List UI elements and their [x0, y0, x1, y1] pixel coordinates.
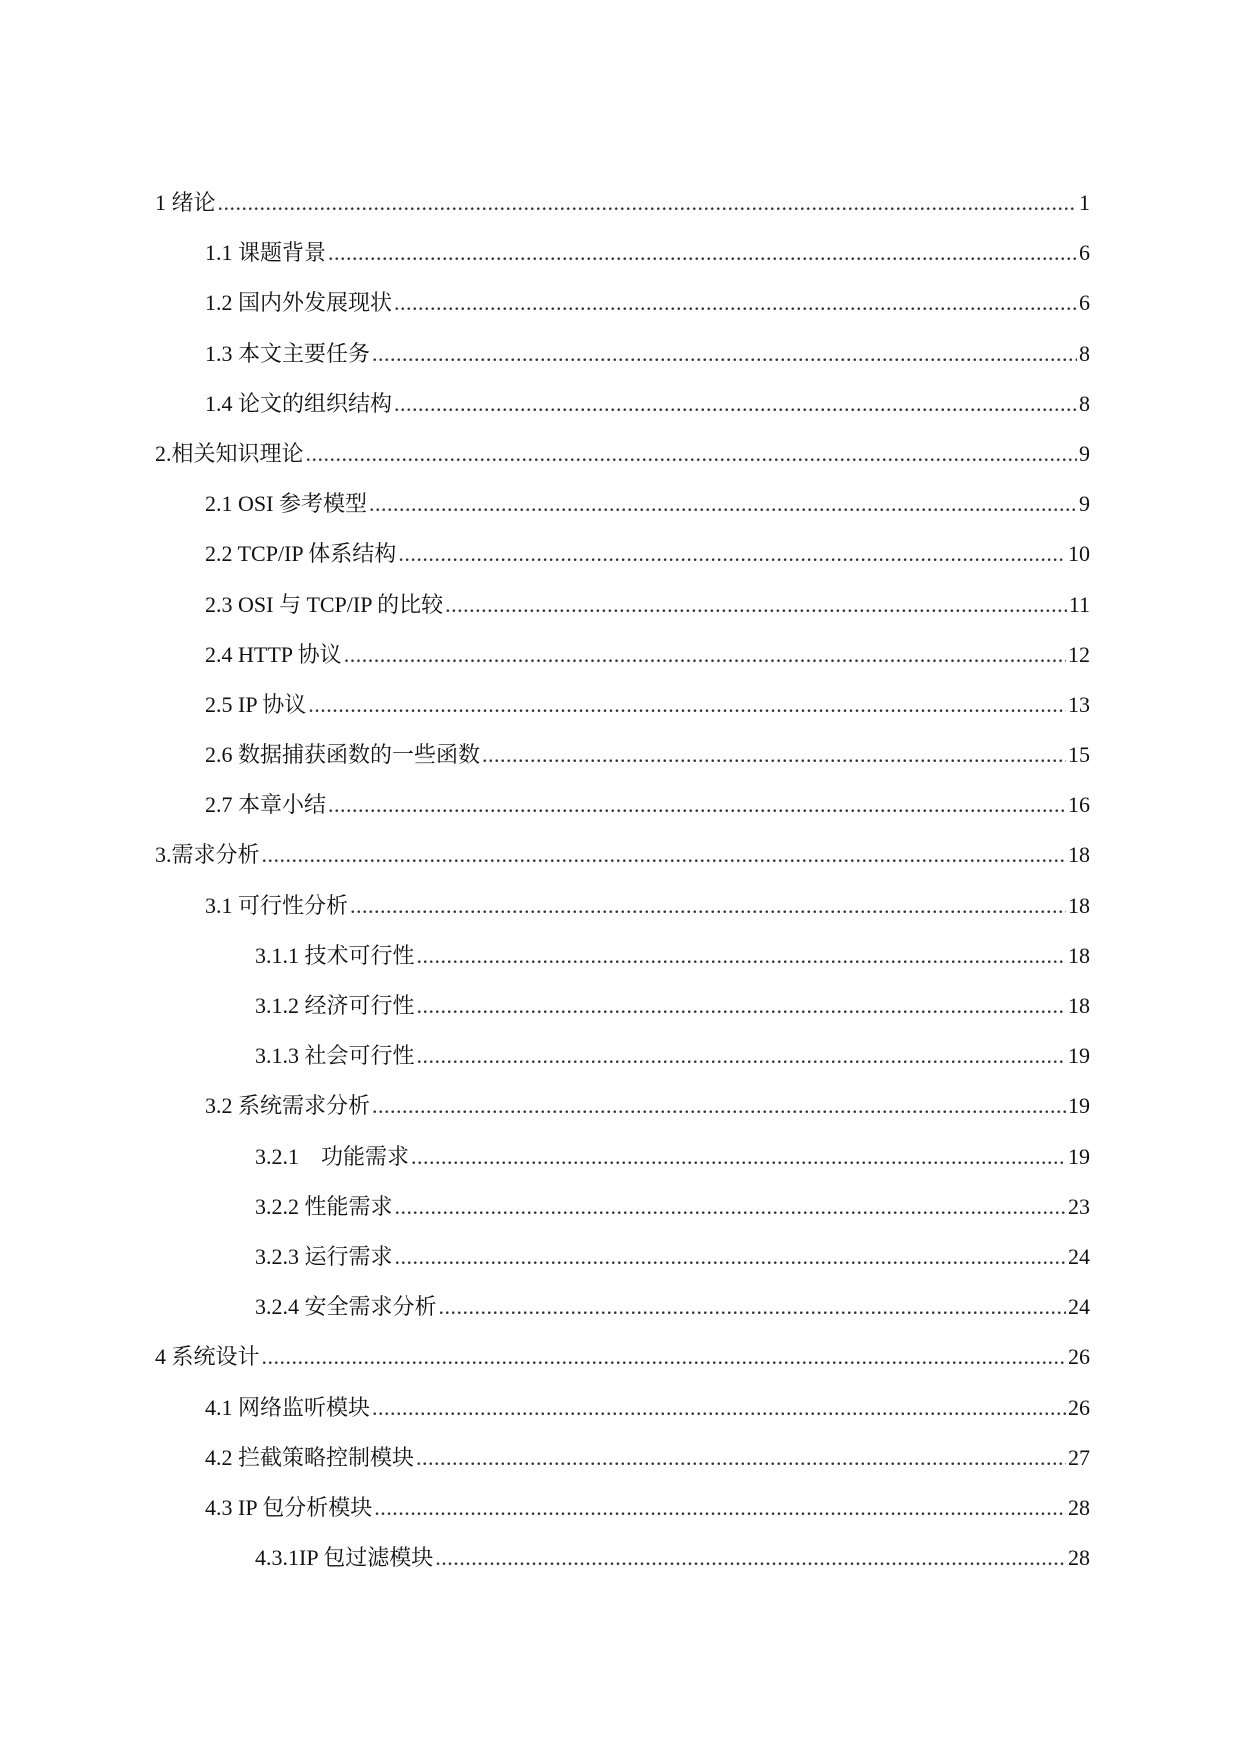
toc-dot-leader	[308, 680, 1066, 730]
toc-entry-page-number: 9	[1079, 491, 1090, 517]
toc-dot-leader	[372, 329, 1077, 379]
toc-entry[interactable]	[155, 931, 1090, 981]
toc-entry-page-number: 6	[1079, 290, 1090, 316]
toc-entry-page-number: 28	[1068, 1494, 1090, 1520]
toc-dot-leader	[369, 479, 1077, 529]
toc-dot-leader	[344, 630, 1066, 680]
toc-entry[interactable]	[155, 1031, 1090, 1081]
toc-entry-title: 2.5 IP 协议	[205, 691, 307, 717]
toc-entry-page-number: 24	[1068, 1243, 1090, 1269]
toc-entry-title: 2.7 本章小结	[205, 792, 327, 818]
toc-entry-title: 1 绪论	[155, 190, 216, 215]
toc-entry[interactable]	[155, 429, 1090, 479]
toc-entry[interactable]	[155, 1483, 1090, 1533]
table-of-contents	[155, 178, 1090, 1583]
toc-entry[interactable]	[155, 329, 1090, 379]
toc-entry[interactable]	[155, 1533, 1090, 1583]
toc-entry[interactable]	[155, 780, 1090, 830]
toc-entry-title: 2.1 OSI 参考模型	[205, 491, 367, 517]
toc-entry-page-number: 28	[1068, 1545, 1090, 1571]
toc-dot-leader	[394, 379, 1077, 429]
toc-entry[interactable]	[155, 1232, 1090, 1282]
toc-dot-leader	[417, 981, 1066, 1031]
toc-entry-title: 4 系统设计	[155, 1344, 260, 1370]
toc-entry-title: 3.2.2 性能需求	[255, 1193, 393, 1219]
toc-entry[interactable]	[155, 1282, 1090, 1332]
toc-entry-title: 2.4 HTTP 协议	[205, 641, 342, 667]
toc-entry[interactable]	[155, 1132, 1090, 1182]
toc-entry-title: 1.3 本文主要任务	[205, 340, 371, 366]
toc-entry-title: 3.2 系统需求分析	[205, 1093, 371, 1119]
toc-entry-title: 1.4 论文的组织结构	[205, 390, 393, 416]
toc-entry-page-number: 27	[1068, 1444, 1090, 1470]
toc-entry-page-number: 16	[1068, 792, 1090, 818]
toc-dot-leader	[262, 1332, 1066, 1382]
toc-entry-page-number: 11	[1068, 591, 1090, 617]
toc-entry-page-number: 19	[1068, 1093, 1090, 1119]
toc-entry-title: 2.相关知识理论	[155, 440, 304, 466]
toc-dot-leader	[416, 1433, 1066, 1483]
toc-entry-title: 3.1 可行性分析	[205, 892, 349, 918]
toc-entry[interactable]	[155, 278, 1090, 328]
toc-entry[interactable]	[155, 1433, 1090, 1483]
toc-dot-leader	[394, 278, 1077, 328]
toc-entry-title: 1.2 国内外发展现状	[205, 290, 393, 316]
toc-entry-page-number: 18	[1068, 942, 1090, 968]
toc-entry[interactable]	[155, 881, 1090, 931]
toc-entry[interactable]	[155, 830, 1090, 880]
toc-entry[interactable]	[155, 1081, 1090, 1131]
toc-entry-page-number: 23	[1068, 1193, 1090, 1219]
toc-entry-title: 2.3 OSI 与 TCP/IP 的比较	[205, 591, 444, 617]
toc-dot-leader	[372, 1383, 1066, 1433]
toc-entry-title: 3.2.4 安全需求分析	[255, 1294, 437, 1320]
toc-entry-page-number: 18	[1068, 993, 1090, 1018]
toc-dot-leader	[372, 1081, 1066, 1131]
toc-entry-page-number: 13	[1068, 691, 1090, 717]
toc-entry-title: 4.3.1IP 包过滤模块	[255, 1545, 434, 1571]
toc-dot-leader	[395, 1182, 1066, 1232]
toc-entry[interactable]	[155, 178, 1090, 228]
toc-entry-page-number: 18	[1068, 842, 1090, 868]
toc-entry[interactable]	[155, 1332, 1090, 1382]
toc-entry-title: 3.2.3 运行需求	[255, 1243, 393, 1269]
toc-dot-leader	[435, 1533, 1066, 1583]
toc-entry-title: 3.需求分析	[155, 842, 260, 868]
toc-entry-page-number: 19	[1068, 1143, 1090, 1169]
toc-entry[interactable]	[155, 1383, 1090, 1433]
toc-entry-page-number: 6	[1079, 240, 1090, 266]
toc-dot-leader	[417, 931, 1066, 981]
toc-dot-leader	[218, 178, 1077, 228]
toc-entry-page-number: 24	[1068, 1294, 1090, 1320]
toc-entry-title: 3.1.2 经济可行性	[255, 993, 415, 1018]
toc-entry[interactable]	[155, 379, 1090, 429]
toc-entry-page-number: 26	[1068, 1344, 1090, 1370]
toc-entry-title: 4.2 拦截策略控制模块	[205, 1444, 415, 1470]
toc-entry-page-number: 10	[1068, 541, 1090, 567]
toc-entry-title: 3.1.3 社会可行性	[255, 1043, 415, 1069]
toc-entry-title: 2.2 TCP/IP 体系结构	[205, 541, 397, 567]
toc-dot-leader	[350, 881, 1066, 931]
toc-entry-page-number: 18	[1068, 892, 1090, 918]
toc-dot-leader	[328, 228, 1077, 278]
toc-dot-leader	[482, 730, 1066, 780]
toc-dot-leader	[445, 580, 1067, 630]
toc-dot-leader	[374, 1483, 1066, 1533]
toc-entry-page-number: 8	[1079, 340, 1090, 366]
toc-entry-page-number: 1	[1079, 190, 1090, 215]
toc-entry[interactable]	[155, 228, 1090, 278]
toc-entry-page-number: 15	[1068, 742, 1090, 768]
toc-dot-leader	[306, 429, 1077, 479]
toc-entry[interactable]	[155, 680, 1090, 730]
toc-entry-title: 2.6 数据捕获函数的一些函数	[205, 742, 481, 768]
toc-dot-leader	[411, 1132, 1066, 1182]
toc-entry[interactable]	[155, 580, 1090, 630]
toc-entry-page-number: 9	[1079, 440, 1090, 466]
toc-dot-leader	[395, 1232, 1066, 1282]
toc-entry-title: 4.1 网络监听模块	[205, 1394, 371, 1420]
toc-dot-leader	[439, 1282, 1066, 1332]
toc-entry-page-number: 8	[1079, 390, 1090, 416]
toc-entry-title: 3.1.1 技术可行性	[255, 942, 415, 968]
toc-entry[interactable]	[155, 529, 1090, 579]
toc-dot-leader	[398, 529, 1066, 579]
toc-entry-title: 3.2.1 功能需求	[255, 1143, 410, 1169]
toc-dot-leader	[262, 830, 1066, 880]
toc-entry-title: 1.1 课题背景	[205, 240, 327, 266]
toc-entry[interactable]	[155, 479, 1090, 529]
toc-entry-page-number: 12	[1068, 641, 1090, 667]
toc-entry-page-number: 19	[1068, 1043, 1090, 1069]
toc-entry-title: 4.3 IP 包分析模块	[205, 1494, 373, 1520]
toc-dot-leader	[328, 780, 1066, 830]
toc-entry[interactable]	[155, 630, 1090, 680]
toc-entry-page-number: 26	[1068, 1394, 1090, 1420]
toc-entry[interactable]	[155, 1182, 1090, 1232]
toc-dot-leader	[417, 1031, 1066, 1081]
toc-entry[interactable]	[155, 730, 1090, 780]
toc-entry[interactable]	[155, 981, 1090, 1031]
